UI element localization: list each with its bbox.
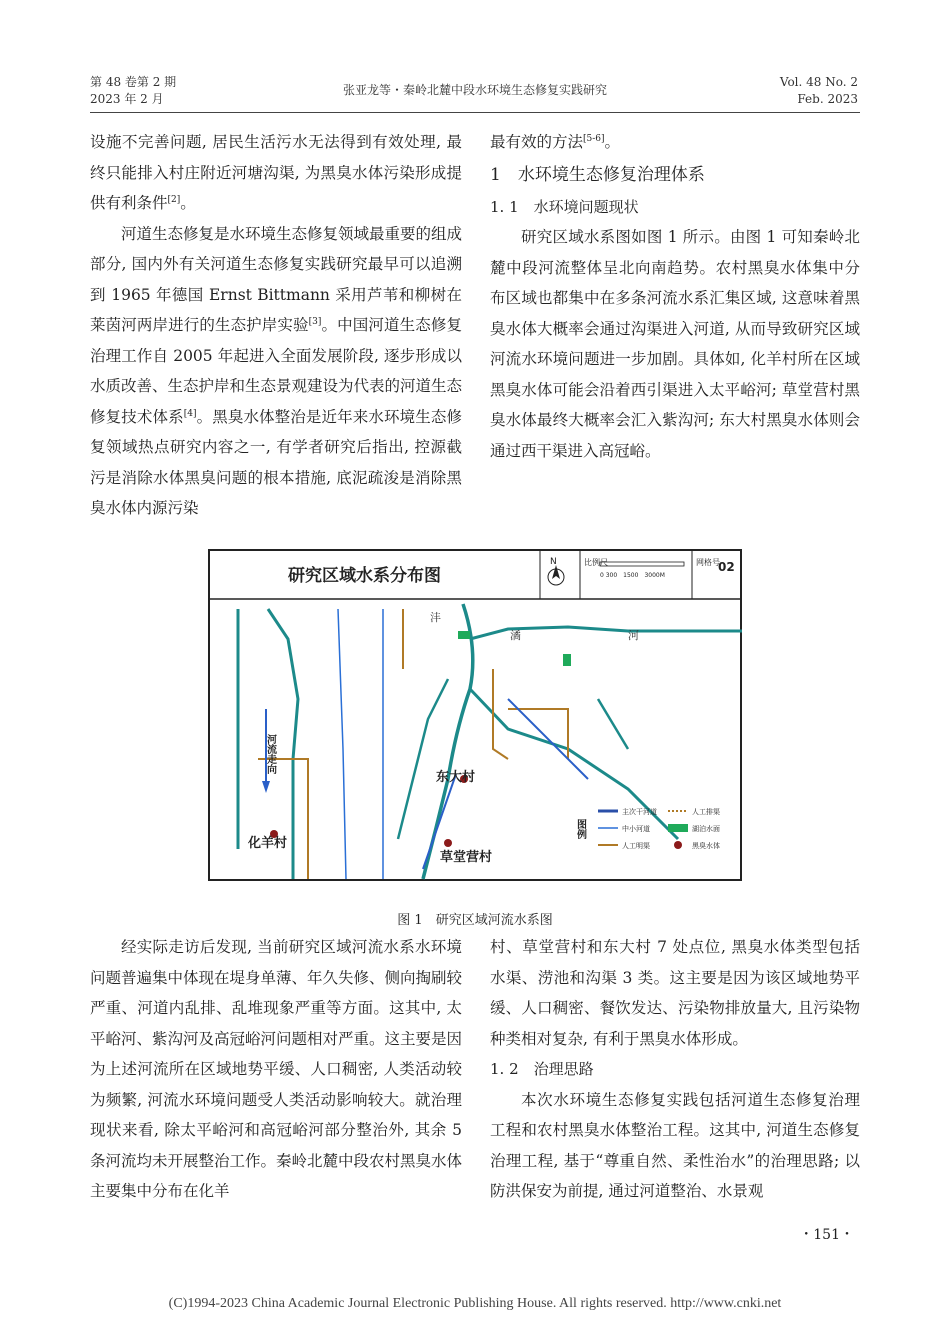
subsection-heading: 1. 1 水环境问题现状 xyxy=(490,197,639,216)
legend-item: 湖泊水面 xyxy=(692,825,720,833)
right-column-bottom xyxy=(490,932,860,1207)
header-rule xyxy=(90,112,860,113)
right-column-top xyxy=(490,127,860,466)
legend-item: 中小河道 xyxy=(622,825,650,833)
paragraph: 最有效的方法[5-6]。 xyxy=(490,133,621,151)
legend-item: 主次干河道 xyxy=(622,808,657,816)
village-caotangying: 草堂营村 xyxy=(440,850,493,865)
section-heading: 1 水环境生态修复治理体系 xyxy=(490,164,705,185)
scale-ticks: 0 300 1500 3000M xyxy=(600,572,665,579)
legend-swatch-black xyxy=(674,841,682,849)
citation: [4] xyxy=(183,408,197,419)
left-column-bottom xyxy=(90,932,462,1207)
paragraph: 研究区域水系图如图 1 所示。由图 1 可知秦岭北麓中段河流整体呈北向南趋势。农村黑臭水体集中分布区域也都集中在多条河流水系汇集区域, 这意味着黑臭水体大概率会通过沟渠进入河道, 从而导致研究区域河流水环境问题进一步加剧。具体如, 化羊村所在区域黑臭水体可能会沿着西引渠进入太平峪河; 草堂营村黑臭水体最终大概率会汇入紫沟河; 东大村黑臭水体则会通过西干渠进入高冠峪。 xyxy=(490,228,860,460)
citation: [2] xyxy=(167,194,181,205)
grid-number: 02 xyxy=(718,560,735,574)
journal-date-en: Feb. 2023 xyxy=(797,92,858,106)
river-name: 河 xyxy=(628,629,639,642)
legend-item: 人工明渠 xyxy=(622,842,650,850)
legend-title: 图例 xyxy=(574,819,586,839)
journal-date: 2023 年 2 月 xyxy=(90,92,164,106)
village-huayang: 化羊村 xyxy=(248,836,288,851)
flow-label: 河流走向 xyxy=(264,734,276,774)
north-label: N xyxy=(550,557,557,567)
copyright-footer: (C)1994-2023 China Academic Journal Electronic Publishing House. All rights reserved. http://www.cnki.net xyxy=(168,1296,782,1311)
paragraph: 村、草堂营村和东大村 7 处点位, 黑臭水体类型包括水渠、涝池和沟渠 3 类。这主要是因为该区域地势平缓、人口稠密、餐饮发达、污染物排放量大, 且污染物种类相对复杂, 有利于黑臭水体形成。 xyxy=(490,938,860,1048)
legend-item: 人工排渠 xyxy=(692,808,720,816)
running-title: 张亚龙等・秦岭北麓中段水环境生态修复实践研究 xyxy=(342,83,607,97)
citation: [5-6] xyxy=(583,133,605,144)
legend-item: 黑臭水体 xyxy=(692,842,720,850)
river-map-svg xyxy=(208,549,742,881)
left-column-top xyxy=(90,127,462,524)
paragraph: 经实际走访后发现, 当前研究区域河流水系水环境问题普遍集中体现在堤身单薄、年久失修、侧向掏刷较严重、河道内乱排、乱堆现象严重等方面。这其中, 太平峪河、紫沟河及高冠峪河问题相对严重。这主要是因为上述河流所在区域地势平缓、人口稠密, 人类活动较为频繁, 河流水环境问题受人类活动影响较大。就治理现状来看, 除太平峪河和高冠峪河部分整治外, 其余 5 条河流均未开展整治工作。秦岭北麓中段农村黑臭水体主要集中分布在化羊 xyxy=(90,938,463,1200)
journal-volume: 第 48 卷第 2 期 xyxy=(90,75,177,89)
river-name: 潏 xyxy=(510,629,521,642)
blackwater-point xyxy=(444,839,452,847)
subsection-heading: 1. 2 治理思路 xyxy=(490,1060,594,1078)
legend-swatch-lake xyxy=(668,824,688,832)
lake-surface xyxy=(563,654,571,666)
citation: [3] xyxy=(308,316,322,327)
grid-label: 网格号 xyxy=(696,558,720,567)
village-dongda: 东大村 xyxy=(436,770,476,785)
figure-caption: 图 1 研究区域河流水系图 xyxy=(397,913,553,928)
lake-surface xyxy=(458,631,470,639)
river-name: 沣 xyxy=(430,611,441,624)
paragraph: 本次水环境生态修复实践包括河道生态修复治理工程和农村黑臭水体整治工程。这其中, 河道生态修复治理工程, 基于“尊重自然、柔性治水”的治理思路; 以防洪保安为前提, 通过河道整治、水景观 xyxy=(490,1090,860,1200)
figure-river-map xyxy=(208,549,742,881)
journal-volume-en: Vol. 48 No. 2 xyxy=(779,75,858,89)
journal-issue-en xyxy=(780,74,858,108)
page-number: ・151・ xyxy=(799,1227,854,1243)
scale-label: 比例尺 xyxy=(584,558,608,567)
paragraph: 设施不完善问题, 居民生活污水无法得到有效处理, 最终只能排入村庄附近河塘沟渠, 为黑臭水体污染形成提供有利条件[2]。 xyxy=(90,133,462,212)
paragraph: 河道生态修复是水环境生态修复领域最重要的组成部分, 国内外有关河道生态修复实践研究最早可以追溯到 1965 年德国 Ernst Bittmann 采用芦苇和柳树在莱茵河两岸进行的生态护岸实验[3]。中国河道生态修复治理工作自 2005 年起进入全面发展阶段, 逐步形成以水质改善、生态护岸和生态景观建设为代表的河道生态修复技术体系[4]。黑臭水体整治是近年来水环境生态修复领域热点研究内容之一, 有学者研究后指出, 控源截污是消除水体黑臭问题的根本措施, 底泥疏浚是消除黑臭水体内源污染 xyxy=(90,224,463,517)
map-title: 研究区域水系分布图 xyxy=(288,566,441,586)
